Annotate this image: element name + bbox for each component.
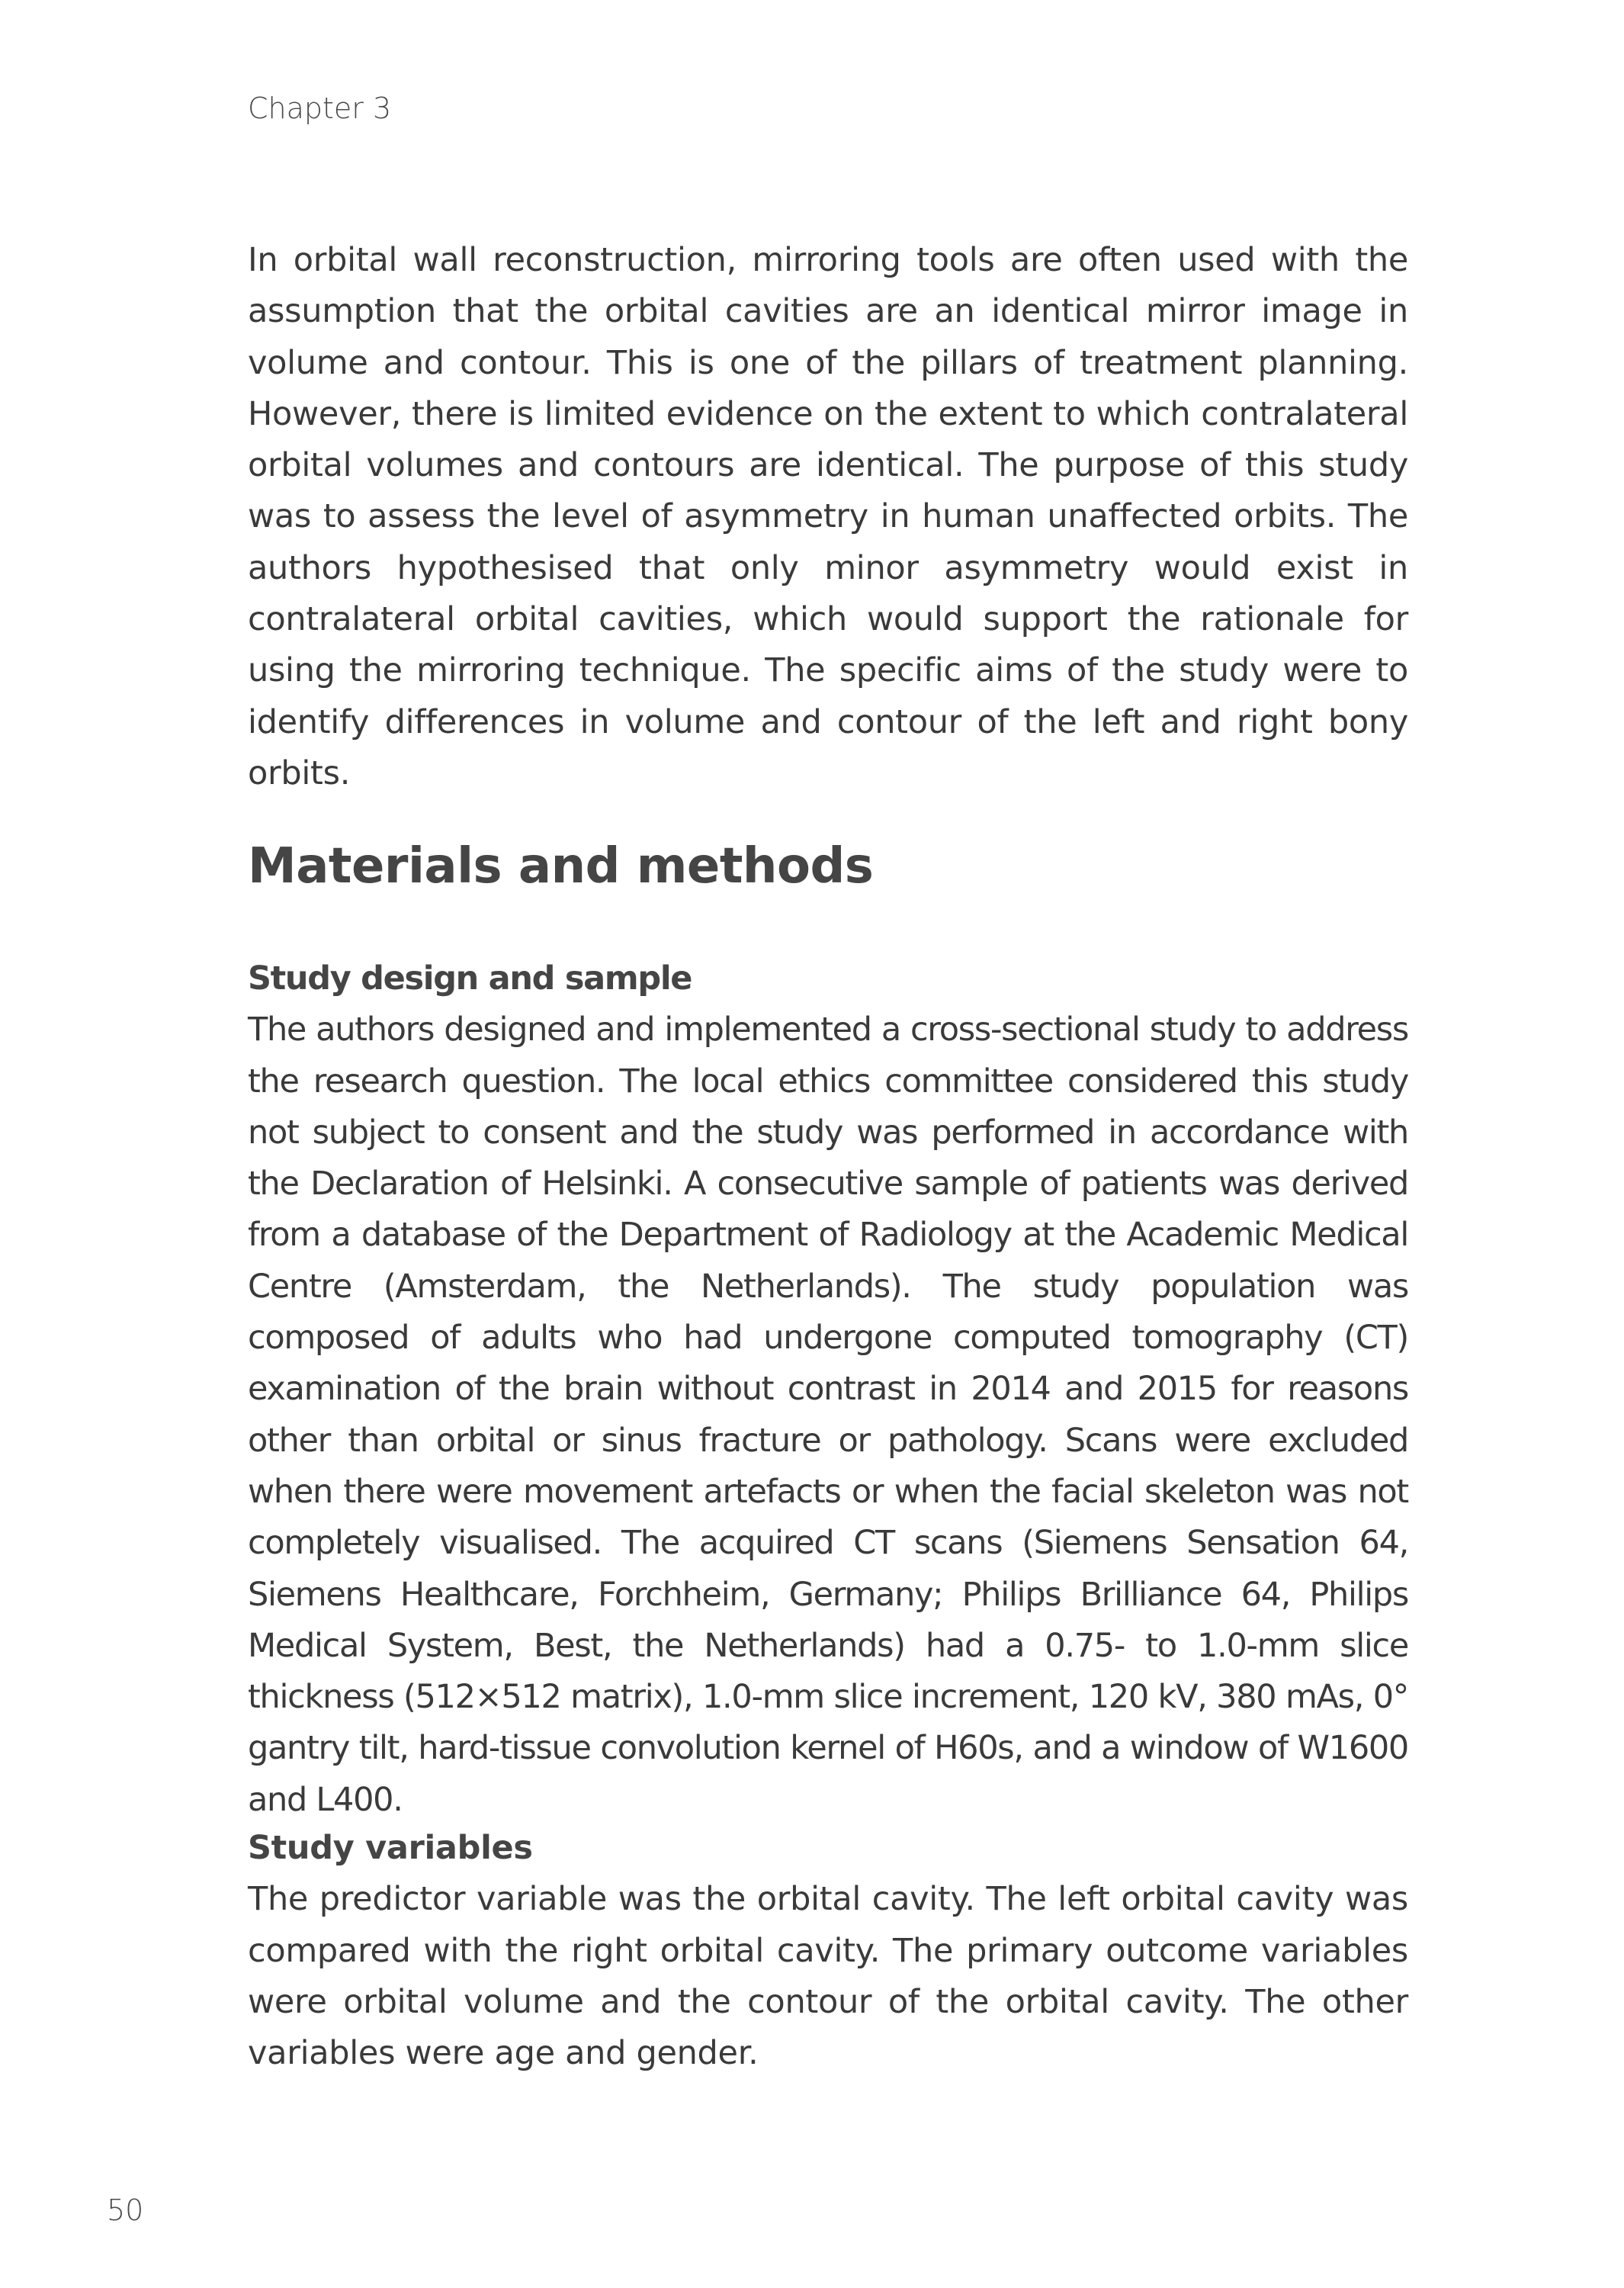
subsection-heading-study-design: Study design and sample [248, 959, 692, 998]
intro-paragraph: In orbital wall reconstruction, mirroring tools are often used with the assumption that the orbital cavities are an identical mirror image in volume and contour. This is one of the pillars of treatment planning. However, there is limited evidence on the extent to which contralateral orbital volumes and contours are identical. The purpose of this study was to assess the level of asymmetry in human unaffected orbits. The authors hypothesised that only minor asymmetry would exist in contralateral orbital cavities, which would support the rationale for using the mirroring technique. The specific aims of the study were to identify differences in volume and contour of the left and right bony orbits. [248, 241, 1408, 792]
subsection-heading-study-variables: Study variables [248, 1829, 533, 1867]
page-number: 50 [107, 2193, 144, 2227]
study-variables-section [248, 1823, 1408, 2079]
study-design-section [248, 953, 1408, 1826]
study-design-paragraph: The authors designed and implemented a cross-sectional study to address the research question. The local ethics committee considered this study not subject to consent and the study was performed in accordance with the Declaration of Helsinki. A consecutive sample of patients was derived from a database of the Department of Radiology at the Academic Medical Centre (Amsterdam, the Netherlands). The study population was composed of adults who had undergone computed tomography (CT) examination of the brain without contrast in 2014 and 2015 for reasons other than orbital or sinus fracture or pathology. Scans were excluded when there were movement artefacts or when the facial skeleton was not completely visualised. The acquired CT scans (Siemens Sensation 64, Siemens Healthcare, Forchheim, Germany; Philips Brilliance 64, Philips Medical System, Best, the Netherlands) had a 0.75- to 1.0-mm slice thickness (512×512 matrix), 1.0-mm slice increment, 120 kV, 380 mAs, 0° gantry tilt, hard-tissue convolution kernel of H60s, and a window of W1600 and L400. [248, 1011, 1408, 1819]
section-heading: Materials and methods [248, 838, 874, 895]
running-head: Chapter 3 [248, 92, 392, 125]
study-variables-paragraph: The predictor variable was the orbital cavity. The left orbital cavity was compared with the right orbital cavity. The primary outcome variables were orbital volume and the contour of the orbital cavity. The other variables were age and gender. [248, 1880, 1408, 2073]
